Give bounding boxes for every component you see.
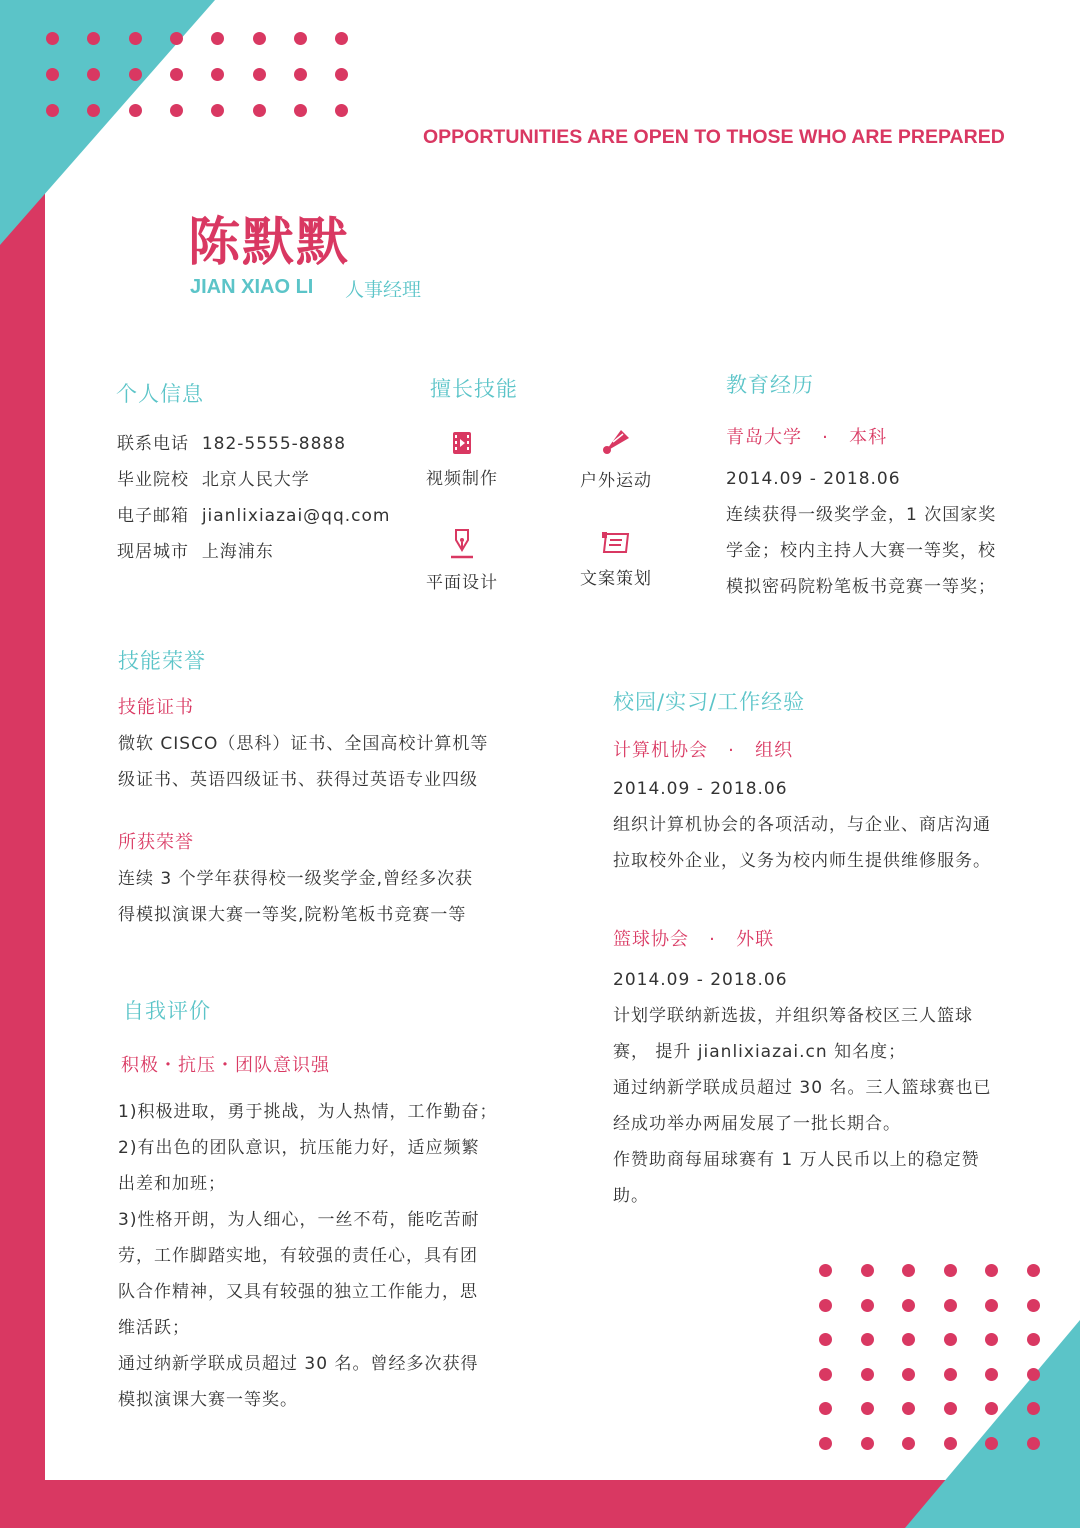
decor-dot — [211, 104, 224, 117]
decor-dot — [294, 104, 307, 117]
decor-dot — [1027, 1368, 1040, 1381]
info-row-school: 毕业院校 北京人民大学 — [117, 470, 310, 490]
personal-info-list — [117, 426, 390, 570]
skill-copywriting-label: 文案策划 — [580, 569, 652, 589]
decor-dot — [1027, 1333, 1040, 1346]
decor-dot — [985, 1368, 998, 1381]
video-icon — [449, 430, 475, 456]
decor-dot — [335, 104, 348, 117]
decor-dot — [294, 32, 307, 45]
decor-dot — [1027, 1402, 1040, 1415]
decor-dot — [985, 1264, 998, 1277]
dot-grid-bottom — [810, 1255, 1050, 1455]
badminton-icon — [599, 424, 633, 458]
job-1-details: 2014.09 - 2018.06 组织计算机协会的各项活动，与企业、商店沟通 拉取校外企业，义务为校内师生提供维修服务。 — [613, 779, 991, 871]
phone-value: 182-5555-8888 — [201, 434, 347, 454]
name-pinyin: JIAN XIAO LI — [190, 276, 314, 298]
decor-dot — [861, 1368, 874, 1381]
decor-dot — [170, 32, 183, 45]
decor-dot — [46, 68, 59, 81]
skill-outdoor — [561, 424, 671, 491]
decor-dot — [129, 104, 142, 117]
personal-info-title: 个人信息 — [116, 382, 204, 406]
decor-dot — [253, 32, 266, 45]
decor-dot — [944, 1264, 957, 1277]
decor-dot — [1027, 1437, 1040, 1450]
job-position: 人事经理 — [345, 279, 422, 301]
decor-dot — [1027, 1299, 1040, 1312]
job-2-header: 篮球协会 · 外联 — [613, 929, 775, 950]
decor-dot — [170, 68, 183, 81]
decor-dot — [46, 32, 59, 45]
decor-dot — [1027, 1264, 1040, 1277]
decor-dot — [944, 1299, 957, 1312]
info-row-city: 现居城市 上海浦东 — [117, 542, 274, 562]
awards-text: 连续 3 个学年获得校一级奖学金,曾经多次获 得模拟演课大赛一等奖,院粉笔板书竞赛一等 — [118, 869, 474, 925]
decor-dot — [335, 68, 348, 81]
decor-dot — [87, 32, 100, 45]
education-school-line: 青岛大学 · 本科 — [726, 427, 888, 448]
decor-dot — [902, 1368, 915, 1381]
decor-dot — [819, 1333, 832, 1346]
motto: OPPORTUNITIES ARE OPEN TO THOSE WHO ARE PREPARED — [423, 126, 1005, 148]
decor-dot — [861, 1333, 874, 1346]
decor-dot — [944, 1368, 957, 1381]
decor-dot — [944, 1437, 957, 1450]
email-value: jianlixiazai@qq.com — [201, 506, 391, 526]
decor-dot — [46, 104, 59, 117]
decor-dot — [170, 104, 183, 117]
decor-dot — [902, 1437, 915, 1450]
skill-design-label: 平面设计 — [426, 573, 498, 593]
self-eval-text: 1)积极进取，勇于挑战，为人热情，工作勤奋； 2)有出色的团队意识，抗压能力好，适应频繁 出差和加班； 3)性格开朗，为人细心，一丝不苟，能吃苦耐 劳，工作脚踏实地，有较强的责任心，具有团 队合作精神，又具有较强的独立工作能力，思 维活跃； 通过纳新学联成员超过 30 名。曾经多次获得 模拟演课大赛一等奖。 — [118, 1102, 498, 1410]
decor-dot — [985, 1333, 998, 1346]
decor-dot — [902, 1299, 915, 1312]
decor-dot — [819, 1368, 832, 1381]
awards-title: 所获荣誉 — [118, 832, 194, 853]
experience-title: 校园/实习/工作经验 — [613, 690, 806, 714]
decor-dot — [819, 1437, 832, 1450]
skill-copywriting — [561, 530, 671, 589]
school-value: 北京人民大学 — [201, 470, 310, 490]
education-title: 教育经历 — [726, 373, 814, 397]
job-1-header: 计算机协会 · 组织 — [613, 740, 794, 761]
education-period: 2014.09 - 2018.06 — [726, 469, 901, 489]
decor-dot — [902, 1402, 915, 1415]
pen-nib-icon — [448, 528, 476, 560]
decor-dot — [985, 1299, 998, 1312]
decor-dot — [129, 32, 142, 45]
school-name: 青岛大学 — [726, 427, 802, 448]
certificates-text: 微软 CISCO（思科）证书、全国高校计算机等 级证书、英语四级证书、获得过英语专业四级 — [118, 734, 489, 790]
left-pink-bar — [0, 190, 45, 1528]
skill-design — [407, 528, 517, 593]
scroll-icon — [600, 530, 632, 556]
decor-dot — [211, 32, 224, 45]
decor-dot — [129, 68, 142, 81]
degree: 本科 — [849, 427, 888, 448]
self-eval-title: 自我评价 — [123, 999, 211, 1023]
skill-video — [407, 430, 517, 489]
decor-dot — [253, 104, 266, 117]
decor-dot — [861, 1437, 874, 1450]
decor-dot — [902, 1333, 915, 1346]
dot-grid-top — [0, 0, 400, 130]
decor-dot — [819, 1264, 832, 1277]
honors-title: 技能荣誉 — [118, 649, 206, 673]
decor-dot — [294, 68, 307, 81]
info-row-phone: 联系电话 182-5555-8888 — [117, 434, 347, 454]
decor-dot — [861, 1264, 874, 1277]
decor-dot — [902, 1264, 915, 1277]
decor-dot — [944, 1333, 957, 1346]
certificates-title: 技能证书 — [118, 697, 194, 718]
decor-dot — [985, 1437, 998, 1450]
decor-dot — [985, 1402, 998, 1415]
city-value: 上海浦东 — [201, 542, 274, 562]
skill-outdoor-label: 户外运动 — [580, 471, 652, 491]
decor-dot — [211, 68, 224, 81]
skill-video-label: 视频制作 — [426, 469, 498, 489]
decor-dot — [87, 104, 100, 117]
decor-dot — [87, 68, 100, 81]
info-row-email: 电子邮箱 jianlixiazai@qq.com — [117, 506, 391, 526]
skills-title: 擅长技能 — [430, 377, 518, 401]
person-name: 陈默默 — [188, 213, 351, 273]
decor-dot — [819, 1299, 832, 1312]
decor-dot — [861, 1299, 874, 1312]
decor-dot — [819, 1402, 832, 1415]
self-eval-tags: 积极・抗压・团队意识强 — [121, 1055, 330, 1076]
job-2-details: 2014.09 - 2018.06 计划学联纳新选拔，并组织筹备校区三人篮球 赛， 提升 jianlixiazai.cn 知名度； 通过纳新学联成员超过 30 名。三人篮球赛也已 经成功举办两届发展了一批长期合。 作赞助商每届球赛有 1 万人民币以上的稳定赞 助。 — [613, 970, 992, 1206]
decor-dot — [335, 32, 348, 45]
decor-dot — [861, 1402, 874, 1415]
decor-dot — [944, 1402, 957, 1415]
decor-dot — [253, 68, 266, 81]
education-details: 2014.09 - 2018.06 连续获得一级奖学金，1 次国家奖 学金；校内主持人大赛一等奖，校 模拟密码院粉笔板书竞赛一等奖； — [726, 461, 1056, 605]
